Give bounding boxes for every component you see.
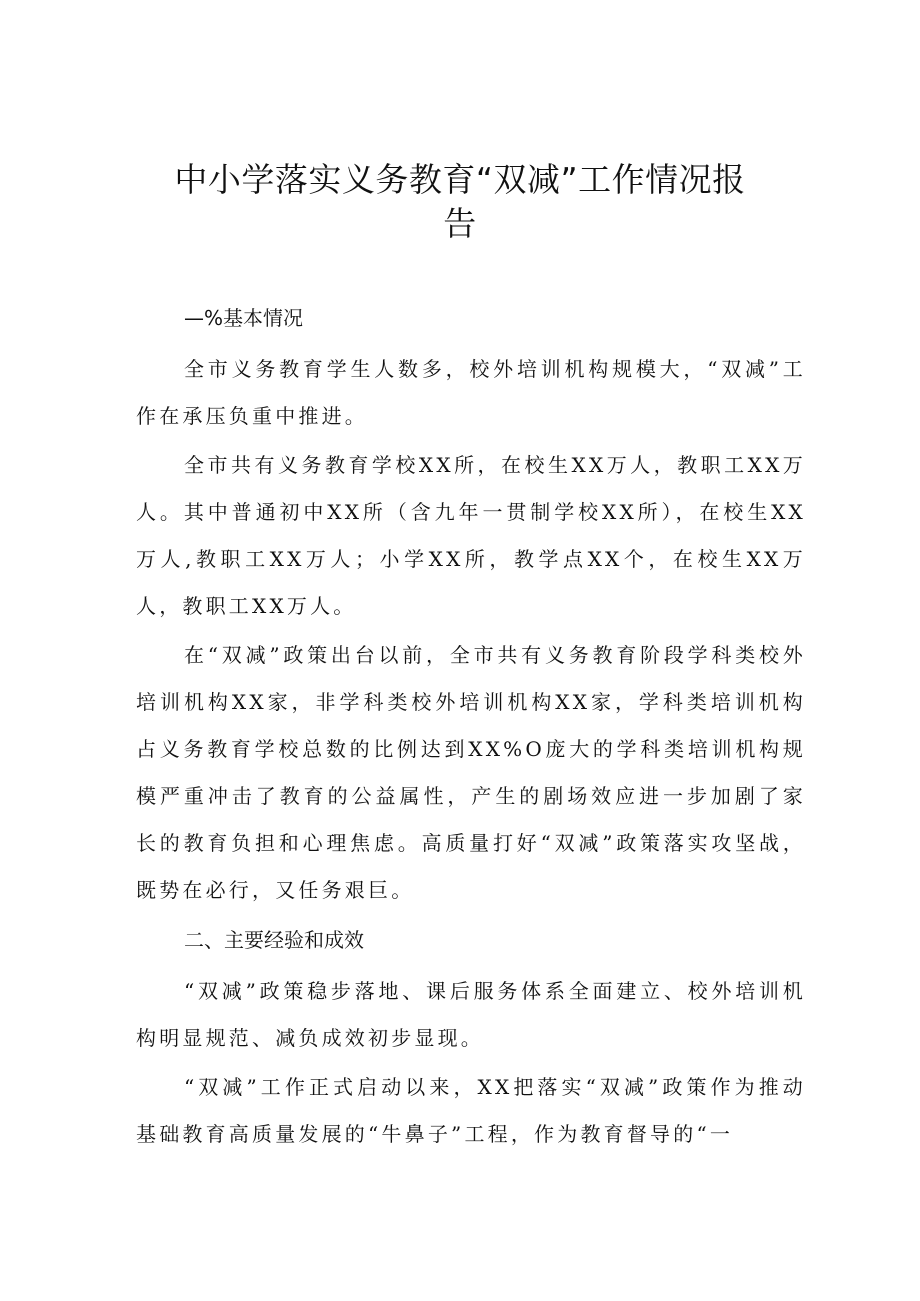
paragraph-overview: 全市义务教育学生人数多，校外培训机构规模大，“双减”工作在承压负重中推进。 [136,357,806,428]
paragraph-launch: “双减”工作正式启动以来，XX把落实“双减”政策作为推动基础教育高质量发展的“牛鼻子”工程，作为教育督导的“一 [136,1075,806,1146]
title-line-1: 中小学落实义务教育“双减”工作情况报 [174,160,746,199]
paragraph-school-counts: 全市共有义务教育学校XX所，在校生XX万人，教职工XX万人。其中普通初中XX所（含九年一贯制学校XX所），在校生XX万人,教职工XX万人；小学XX所，教学点XX个，在校生XX万人，教职工XX万人。 [136,453,806,618]
paragraph-policy-results: “双减”政策稳步落地、课后服务体系全面建立、校外培训机构明显规范、减负成效初步显现。 [136,979,806,1050]
section-heading-experience: 二、主要经验和成效 [184,928,364,952]
section-heading-basic: —%基本情况 [184,306,304,330]
document-body [136,300,806,1160]
title-line-2: 告 [443,204,477,243]
paragraph-training-institutions: 在“双减”政策出台以前，全市共有义务教育阶段学科类校外培训机构XX家，非学科类校外培训机构XX家，学科类培训机构占义务教育学校总数的比例达到XX%O庞大的学科类培训机构规模严重冲击了教育的公益属性，产生的剧场效应进一步加剧了家长的教育负担和心理焦虑。高质量打好“双减”政策落实攻坚战，既势在必行，又任务艰巨。 [136,643,806,902]
document-title [130,158,790,246]
